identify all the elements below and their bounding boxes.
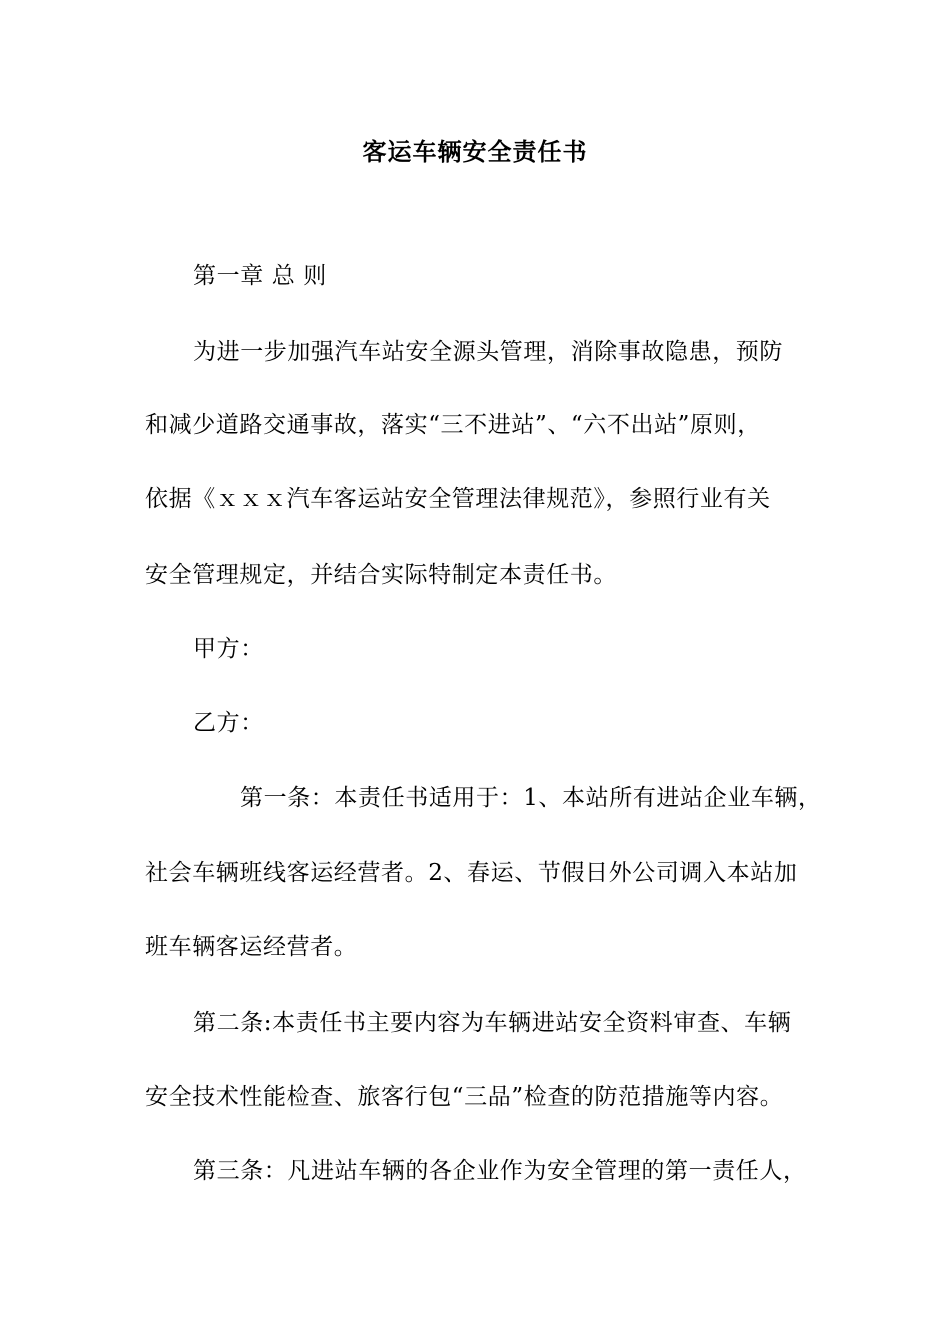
party-a-label: 甲方： [193,636,264,662]
document-title: 客运车辆安全责任书 [362,137,588,166]
article-one-line: 第一条：本责任书适用于：1、本站所有进站企业车辆， [240,785,822,811]
paragraph-line: 安全管理规定，并结合实际特制定本责任书。 [145,562,617,588]
paragraph-line: 和减少道路交通事故，落实“三不进站”、“六不出站”原则， [145,412,761,438]
paragraph-line: 依据《ｘｘｘ汽车客运站安全管理法律规范》，参照行业有关 [145,486,771,512]
party-b-label: 乙方： [193,710,264,736]
article-one-line: 社会车辆班线客运经营者。2、春运、节假日外公司调入本站加 [145,860,798,886]
chapter-heading: 第一章 总 则 [193,263,327,289]
article-three-line: 第三条：凡进站车辆的各企业作为安全管理的第一责任人， [193,1158,807,1184]
article-two-line: 安全技术性能检查、旅客行包“三品”检查的防范措施等内容。 [145,1084,784,1110]
article-two-line: 第二条:本责任书主要内容为车辆进站安全资料审查、车辆 [193,1010,792,1036]
article-one-line: 班车辆客运经营者。 [145,934,358,960]
paragraph-line: 为进一步加强汽车站安全源头管理，消除事故隐患，预防 [193,339,783,365]
